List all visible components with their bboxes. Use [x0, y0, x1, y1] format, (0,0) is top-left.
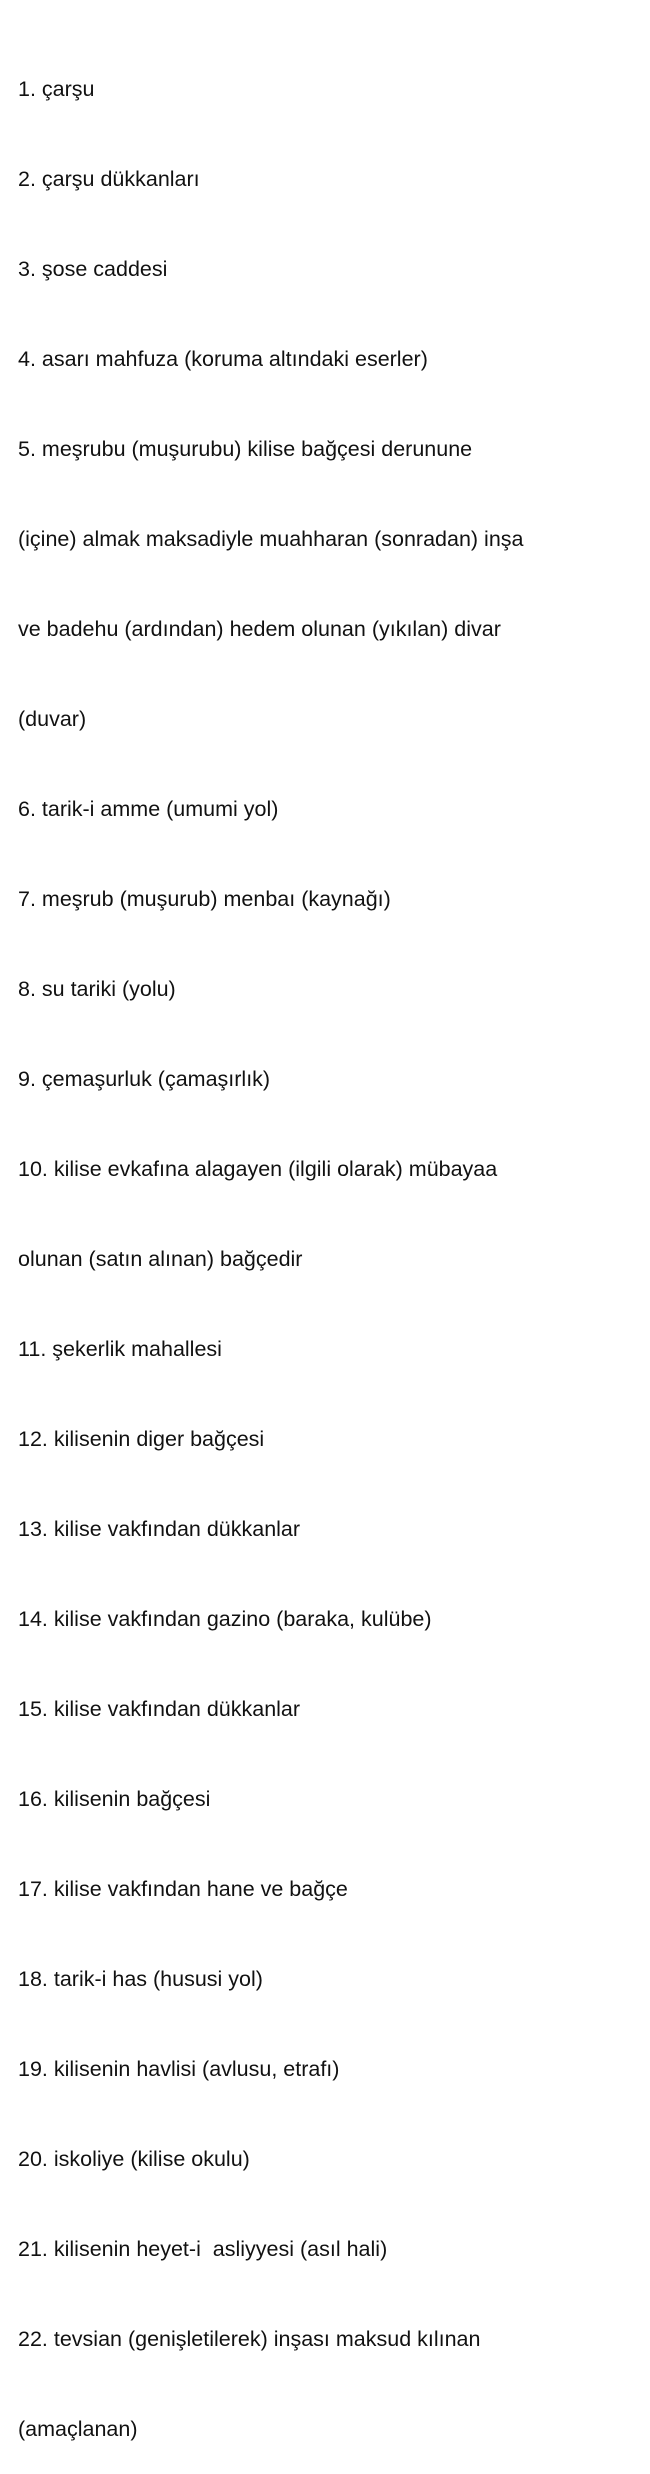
- note-line-18: 18. tarik-i has (hususi yol): [18, 1967, 263, 1991]
- note-line-12: 12. kilisenin diger bağçesi: [18, 1427, 265, 1451]
- note-line-13: 13. kilise vakfından dükkanlar: [18, 1517, 301, 1541]
- note-line-8: 8. su tariki (yolu): [18, 977, 176, 1001]
- note-line-10: 10. kilise evkafına alagayen (ilgili olarak) mübayaa: [18, 1157, 498, 1181]
- note-line-15: 15. kilise vakfından dükkanlar: [18, 1697, 301, 1721]
- note-line-22-cont: (amaçlanan): [18, 2417, 138, 2441]
- note-line-5: 5. meşrubu (muşurubu) kilise bağçesi derunune: [18, 437, 473, 461]
- note-line-5-cont-3: (duvar): [18, 707, 87, 731]
- note-line-14: 14. kilise vakfından gazino (baraka, kulübe): [18, 1607, 432, 1631]
- note-line-17: 17. kilise vakfından hane ve bağçe: [18, 1877, 348, 1901]
- note-line-5-cont-1: (içine) almak maksadiyle muahharan (sonradan) inşa: [18, 527, 524, 551]
- note-line-10-cont: olunan (satın alınan) bağçedir: [18, 1247, 303, 1271]
- note-text: [18, 14, 638, 2474]
- note-line-22: 22. tevsian (genişletilerek) inşası maksud kılınan: [18, 2327, 481, 2351]
- note-line-16: 16. kilisenin bağçesi: [18, 1787, 211, 1811]
- note-line-3: 3. şose caddesi: [18, 257, 168, 281]
- note-line-19: 19. kilisenin havlisi (avlusu, etrafı): [18, 2057, 340, 2081]
- note-line-20: 20. iskoliye (kilise okulu): [18, 2147, 250, 2171]
- note-line-11: 11. şekerlik mahallesi: [18, 1337, 222, 1361]
- note-line-5-cont-2: ve badehu (ardından) hedem olunan (yıkılan) divar: [18, 617, 501, 641]
- note-line-9: 9. çemaşurluk (çamaşırlık): [18, 1067, 271, 1091]
- note-line-21: 21. kilisenin heyet-i asliyyesi (asıl hali): [18, 2237, 388, 2261]
- note-line-6: 6. tarik-i amme (umumi yol): [18, 797, 279, 821]
- note-line-7: 7. meşrub (muşurub) menbaı (kaynağı): [18, 887, 391, 911]
- note-line-2: 2. çarşu dükkanları: [18, 167, 200, 191]
- note-line-4: 4. asarı mahfuza (koruma altındaki eserler): [18, 347, 428, 371]
- note-line-1: 1. çarşu: [18, 77, 95, 101]
